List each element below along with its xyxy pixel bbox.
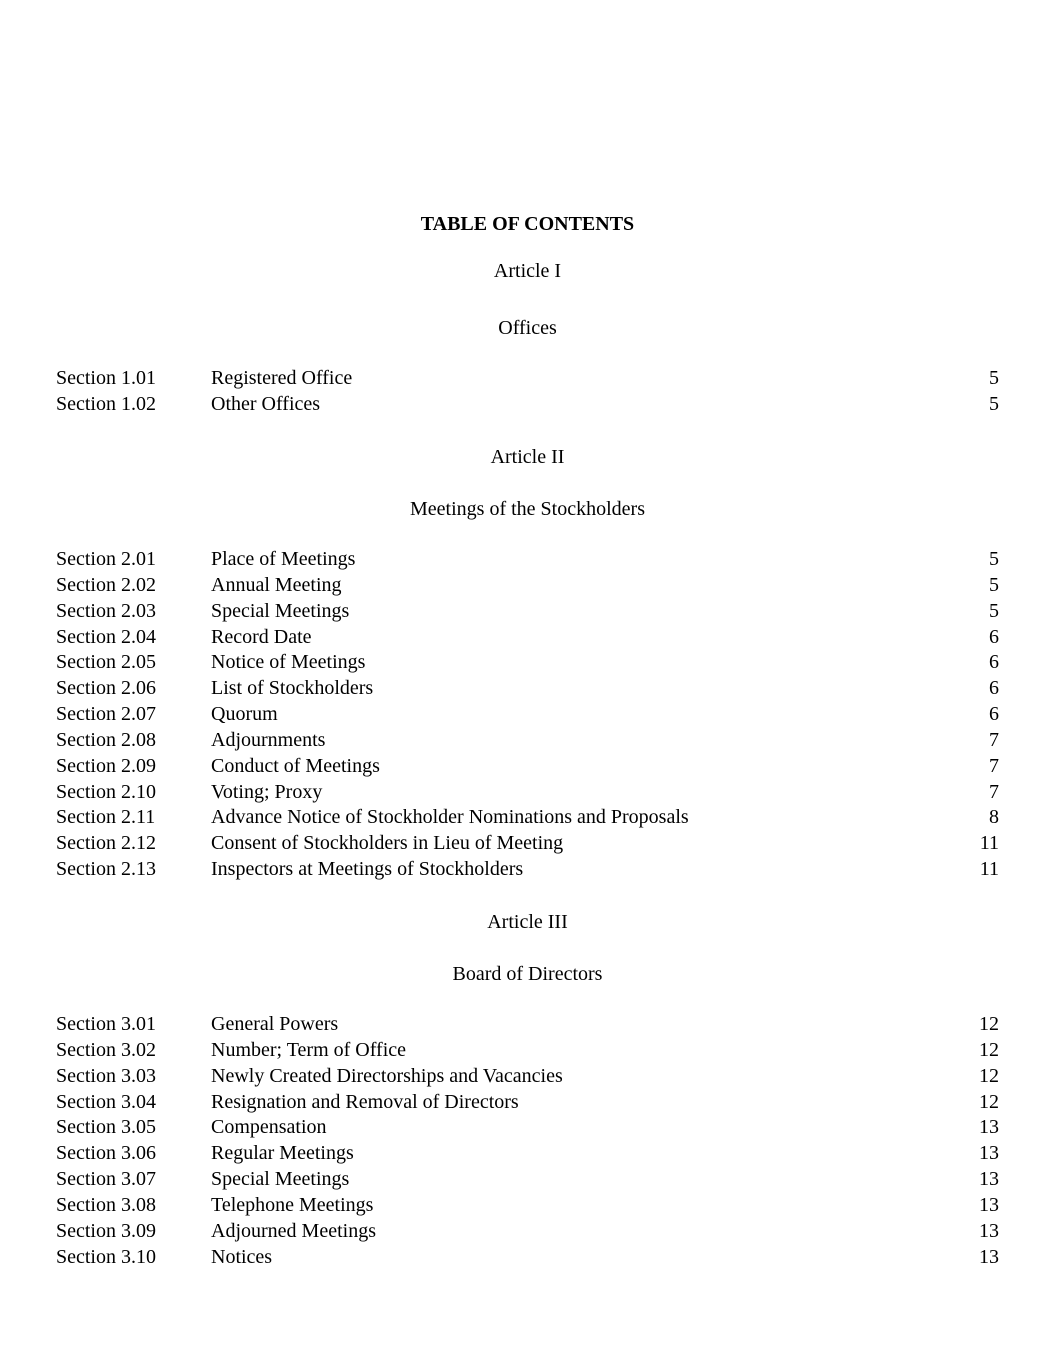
section-number: Section 2.12 <box>56 832 156 855</box>
section-number: Section 3.07 <box>56 1168 156 1191</box>
toc-row[interactable] <box>56 728 999 754</box>
section-number: Section 2.04 <box>56 625 156 648</box>
section-number: Section 2.09 <box>56 754 156 777</box>
section-number: Section 1.02 <box>56 392 156 415</box>
article-heading: Board of Directors <box>452 963 603 985</box>
toc-row[interactable] <box>56 805 999 831</box>
toc-row[interactable] <box>56 1193 999 1219</box>
section-list <box>56 366 999 418</box>
page-number: 13 <box>979 1193 999 1216</box>
toc-row[interactable] <box>56 780 999 806</box>
page-number: 12 <box>979 1038 999 1061</box>
section-title: Inspectors at Meetings of Stockholders <box>211 858 524 881</box>
section-number: Section 2.10 <box>56 780 156 803</box>
section-number: Section 3.09 <box>56 1219 156 1242</box>
page-number: 8 <box>989 806 999 829</box>
toc-row[interactable] <box>56 366 999 392</box>
section-list <box>56 547 999 883</box>
section-title: Newly Created Directorships and Vacancies <box>211 1064 563 1087</box>
page-number: 13 <box>979 1142 999 1165</box>
section-number: Section 3.01 <box>56 1013 156 1035</box>
article-label: Article I <box>493 260 562 282</box>
toc-row[interactable] <box>56 547 999 573</box>
page-number: 12 <box>979 1013 999 1035</box>
section-title: Consent of Stockholders in Lieu of Meeting <box>211 832 564 855</box>
page-number: 6 <box>989 677 999 700</box>
page-number: 11 <box>979 832 999 855</box>
section-title: Adjourned Meetings <box>211 1219 376 1242</box>
page-number: 6 <box>989 651 999 674</box>
article-heading: Offices <box>498 317 557 339</box>
section-number: Section 2.01 <box>56 548 156 570</box>
page-number: 13 <box>979 1245 999 1268</box>
toc-row[interactable] <box>56 1141 999 1167</box>
article-heading: Meetings of the Stockholders <box>410 498 645 520</box>
toc-row[interactable] <box>56 754 999 780</box>
section-title: Adjournments <box>211 728 326 751</box>
toc-row[interactable] <box>56 1115 999 1141</box>
toc-row[interactable] <box>56 1167 999 1193</box>
page-number: 13 <box>979 1168 999 1191</box>
section-title: Registered Office <box>211 367 353 389</box>
toc-row[interactable] <box>56 702 999 728</box>
toc-row[interactable] <box>56 857 999 883</box>
section-title: Notice of Meetings <box>211 651 366 674</box>
toc-row[interactable] <box>56 573 999 599</box>
section-list <box>56 1012 999 1270</box>
toc-row[interactable] <box>56 625 999 651</box>
toc-row[interactable] <box>56 1038 999 1064</box>
page-number: 7 <box>989 754 999 777</box>
section-title: Conduct of Meetings <box>211 754 380 777</box>
page-number: 5 <box>989 392 999 415</box>
section-title: Other Offices <box>211 392 321 415</box>
section-title: Telephone Meetings <box>211 1193 374 1216</box>
section-number: Section 2.08 <box>56 728 156 751</box>
page-number: 7 <box>989 728 999 751</box>
section-number: Section 2.11 <box>56 806 156 829</box>
section-title: Special Meetings <box>211 1168 350 1191</box>
toc-row[interactable] <box>56 831 999 857</box>
section-title: Compensation <box>211 1116 327 1139</box>
page-number: 5 <box>989 573 999 596</box>
section-title: Special Meetings <box>211 599 350 622</box>
page-number: 7 <box>989 780 999 803</box>
page-number: 12 <box>979 1090 999 1113</box>
toc-row[interactable] <box>56 1064 999 1090</box>
section-number: Section 2.02 <box>56 573 156 596</box>
section-number: Section 3.05 <box>56 1116 156 1139</box>
toc-title: TABLE OF CONTENTS <box>420 213 635 235</box>
page-number: 6 <box>989 625 999 648</box>
section-number: Section 3.02 <box>56 1038 156 1061</box>
section-number: Section 3.03 <box>56 1064 156 1087</box>
page-number: 12 <box>979 1064 999 1087</box>
section-title: Place of Meetings <box>211 548 356 570</box>
section-number: Section 2.07 <box>56 703 156 726</box>
section-title: Voting; Proxy <box>211 780 323 803</box>
toc-row[interactable] <box>56 1219 999 1245</box>
toc-row[interactable] <box>56 676 999 702</box>
toc-row[interactable] <box>56 1245 999 1271</box>
section-title: Number; Term of Office <box>211 1038 407 1061</box>
section-number: Section 3.04 <box>56 1090 156 1113</box>
page-number: 5 <box>989 599 999 622</box>
section-title: Regular Meetings <box>211 1142 354 1165</box>
section-number: Section 1.01 <box>56 367 156 389</box>
page-number: 13 <box>979 1116 999 1139</box>
section-number: Section 3.06 <box>56 1142 156 1165</box>
section-number: Section 2.03 <box>56 599 156 622</box>
section-title: List of Stockholders <box>211 677 374 700</box>
section-number: Section 2.06 <box>56 677 156 700</box>
article-label: Article III <box>487 911 568 933</box>
section-title: Record Date <box>211 625 312 648</box>
toc-row[interactable] <box>56 650 999 676</box>
toc-row[interactable] <box>56 599 999 625</box>
toc-row[interactable] <box>56 392 999 418</box>
section-number: Section 3.10 <box>56 1245 156 1268</box>
section-title: Notices <box>211 1245 273 1268</box>
page-number: 6 <box>989 703 999 726</box>
page-number: 11 <box>979 858 999 881</box>
page-number: 13 <box>979 1219 999 1242</box>
section-title: General Powers <box>211 1013 339 1035</box>
toc-row[interactable] <box>56 1090 999 1116</box>
page-number: 5 <box>989 367 999 389</box>
section-title: Annual Meeting <box>211 573 342 596</box>
section-number: Section 3.08 <box>56 1193 156 1216</box>
section-title: Advance Notice of Stockholder Nominations and Proposals <box>211 806 689 829</box>
section-number: Section 2.05 <box>56 651 156 674</box>
page-number: 5 <box>989 548 999 570</box>
section-number: Section 2.13 <box>56 858 156 881</box>
section-title: Resignation and Removal of Directors <box>211 1090 519 1113</box>
article-label: Article II <box>490 446 565 468</box>
section-title: Quorum <box>211 703 278 726</box>
toc-row[interactable] <box>56 1012 999 1038</box>
